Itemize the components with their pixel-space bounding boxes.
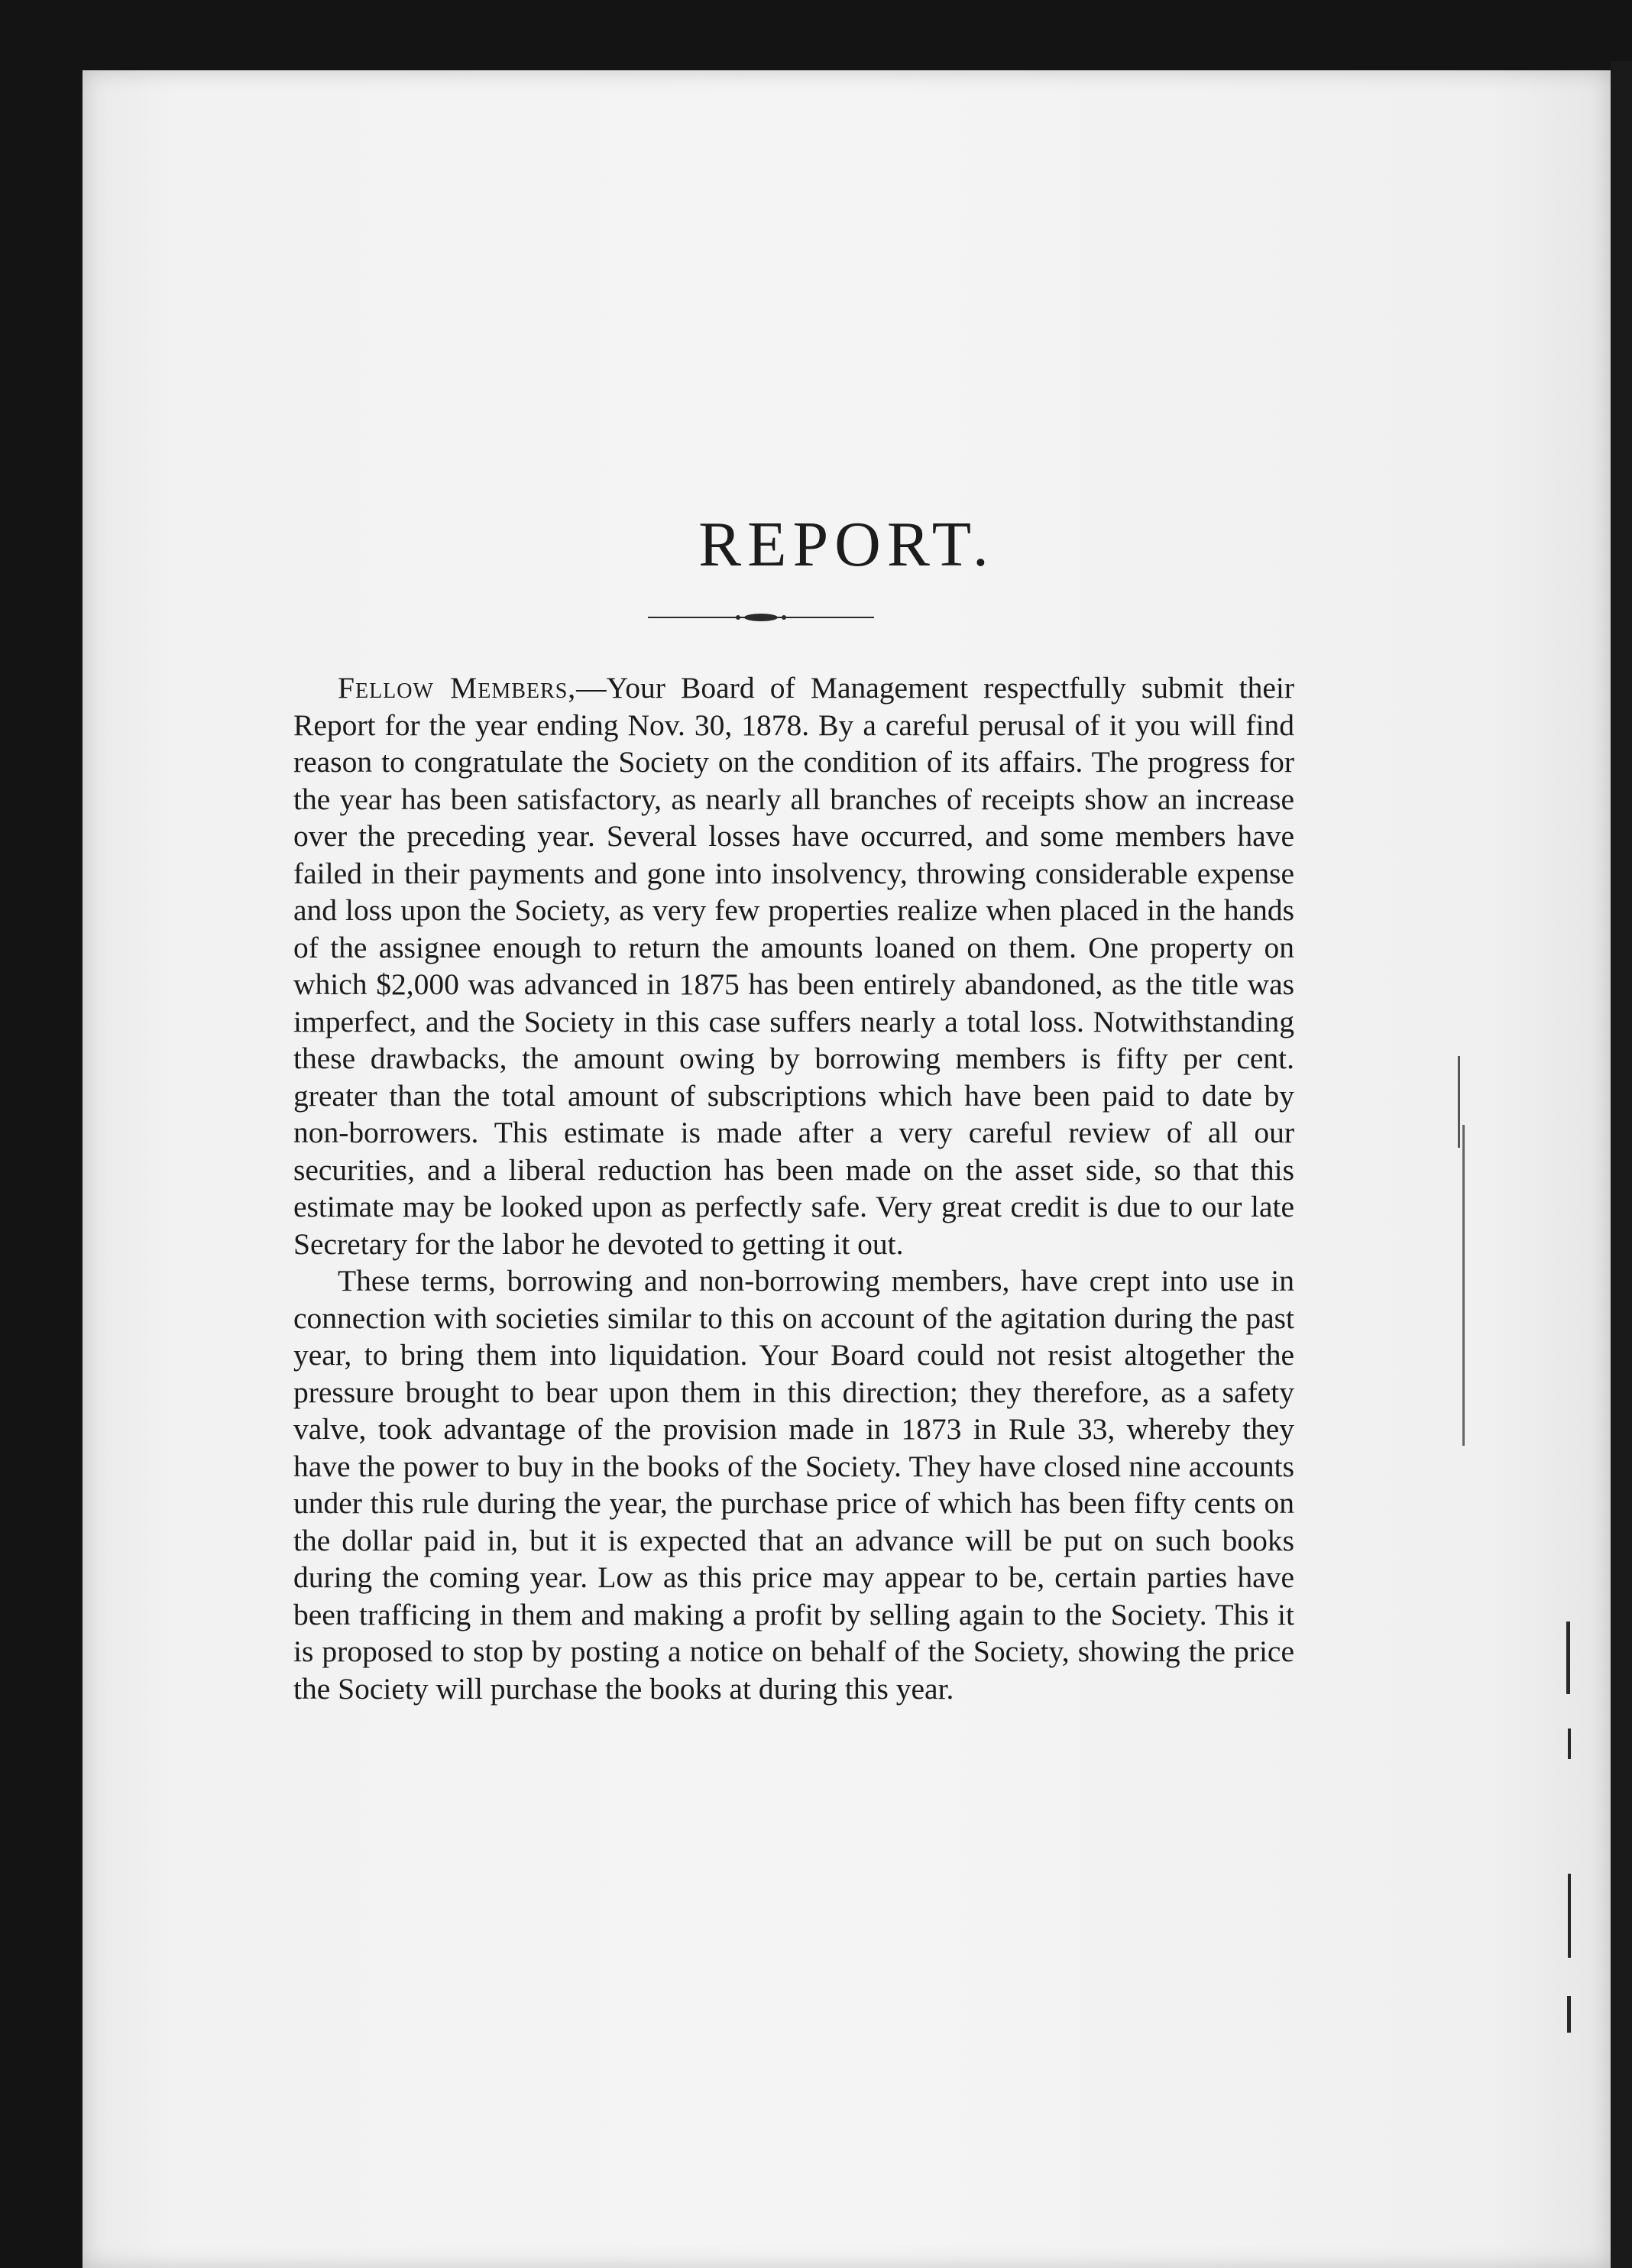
paragraph-2-text: These terms, borrowing and non-borrowing members, have crept into use in connection with societies similar to this on account of the agitation during the past year, to bring them into liquidation. Your Board could not resist altogether the pressure brought to bear upon them in this direction; they therefore, as a safety valve, took advantage of the provision made in 1873 in Rule 33, whereby they have the power to buy in the books of the Society. They have closed nine accounts under this rule during the year, the purchase price of which has been fifty cents on the dollar paid in, but it is expected that an advance will be put on such books during the coming year. Low as this price may appear to be, certain parties have been trafficing in them and making a profit by selling again to the Society. This it is proposed to stop by posting a notice on behalf of the Society, showing the price the Society will purchase the books at during this year. bbox=[293, 1264, 1294, 1706]
ornament-rule bbox=[648, 608, 874, 627]
margin-mark bbox=[1462, 1125, 1465, 1446]
document-page bbox=[83, 70, 1611, 2268]
margin-mark bbox=[1568, 1729, 1571, 1759]
salutation: Fellow Members, bbox=[338, 671, 577, 705]
report-title: REPORT. bbox=[698, 509, 995, 580]
margin-mark bbox=[1566, 1622, 1570, 1694]
paragraph-2 bbox=[293, 1262, 1294, 1707]
margin-mark bbox=[1567, 1996, 1571, 2033]
paragraph-1 bbox=[293, 669, 1294, 1262]
margin-mark bbox=[1568, 1874, 1571, 1958]
margin-mark bbox=[1458, 1056, 1460, 1148]
report-body bbox=[293, 669, 1294, 1707]
scan-edge-shadow bbox=[1611, 61, 1632, 2268]
paragraph-1-text: —Your Board of Management respectfully submit their Report for the year ending Nov. 30, 1878. By a careful perusal of it you will find reason to congratulate the Society on the condition of its affairs. The progress for the year has been satisfactory, as nearly all branches of receipts show an increase over the preceding year. Several losses have occurred, and some members have failed in their payments and gone into insolvency, throwing considerable expense and loss upon the Society, as very few properties realize when placed in the hands of the assignee enough to return the amounts loaned on them. One property on which $2,000 was advanced in 1875 has been entirely abandoned, as the title was imperfect, and the Society in this case suffers nearly a total loss. Notwithstanding these drawbacks, the amount owing by borrowing members is fifty per cent. greater than the total amount of subscriptions which have been paid to date by non-borrowers. This estimate is made after a very careful review of all our securities, and a liberal reduction has been made on the asset side, so that this estimate may be looked upon as perfectly safe. Very great credit is due to our late Secretary for the labor he devoted to getting it out. bbox=[293, 671, 1294, 1261]
